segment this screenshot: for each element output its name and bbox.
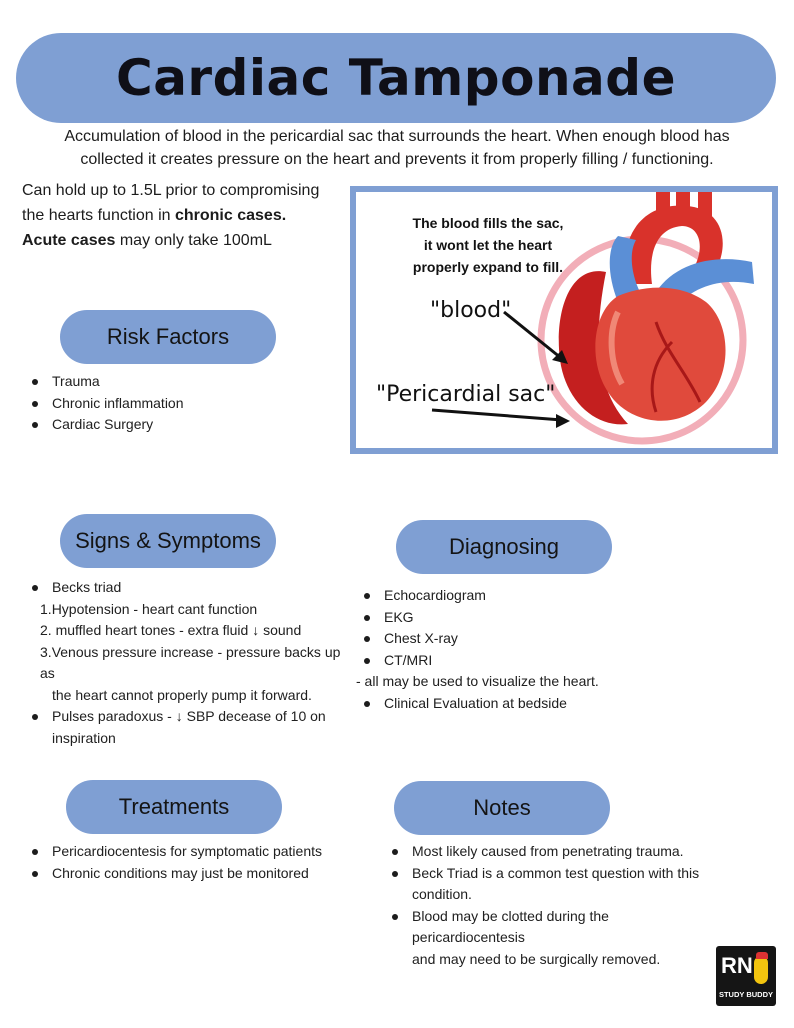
list-item: Chronic inflammation — [24, 393, 324, 415]
list-item: Becks triad — [24, 577, 354, 599]
list-item — [24, 620, 354, 642]
rn-study-buddy-logo — [716, 946, 776, 1006]
item-number: 1. — [40, 600, 52, 617]
list-item-continuation: condition. — [412, 886, 472, 902]
heart-illustration-panel — [350, 186, 778, 454]
item-text: Venous pressure increase - pressure backs up as — [40, 643, 341, 681]
notes-heading: Notes — [394, 781, 610, 835]
buddy-mascot-icon — [754, 956, 768, 984]
logo-rn-text: RN — [721, 953, 753, 978]
mascot-cap-icon — [756, 952, 768, 959]
diagnosing-list — [356, 585, 656, 714]
pointer-arrow — [504, 312, 561, 358]
risk-factors-heading: Risk Factors — [60, 310, 276, 364]
signs-symptoms-heading: Signs & Symptoms — [60, 514, 276, 568]
figure-caption — [398, 212, 578, 278]
aortic-branch — [698, 192, 712, 218]
list-item: Chronic conditions may just be monitored — [24, 863, 354, 885]
diagnosing-heading: Diagnosing — [396, 520, 612, 574]
capacity-line — [22, 203, 352, 228]
pointer-arrow — [432, 410, 562, 420]
list-item: Clinical Evaluation at bedside — [356, 693, 656, 715]
risk-factors-list — [24, 371, 324, 436]
list-item: Echocardiogram — [356, 585, 656, 607]
list-item: Blood may be clotted during the pericardiocentesis — [384, 906, 724, 949]
list-item: Trauma — [24, 371, 324, 393]
list-item — [24, 599, 354, 621]
list-item: CT/MRI — [356, 650, 656, 672]
capacity-line: Can hold up to 1.5L prior to compromising — [22, 182, 320, 199]
intro-line: collected it creates pressure on the heart and prevents it from properly filling / functioning. — [80, 151, 714, 168]
figure-caption-line: properly expand to fill. — [412, 259, 564, 275]
list-item-continuation: inspiration — [52, 729, 116, 746]
logo-subtitle: STUDY BUDDY — [718, 990, 774, 999]
list-item: Cardiac Surgery — [24, 414, 324, 436]
list-item-continuation: the heart cannot properly pump it forward. — [52, 686, 312, 703]
page-title: Cardiac Tamponade — [116, 49, 676, 107]
list-item: EKG — [356, 607, 656, 629]
pericardial-sac-label: "Pericardial sac" — [376, 382, 556, 407]
capacity-bold: Acute cases — [22, 232, 116, 249]
list-item: Most likely caused from penetrating trauma. — [384, 841, 724, 863]
treatments-heading: Treatments — [66, 780, 282, 834]
pointer-arrowhead — [556, 414, 570, 428]
list-item: Pericardiocentesis for symptomatic patients — [24, 841, 354, 863]
list-item: Pulses paradoxus - ↓ SBP decease of 10 on — [24, 706, 354, 728]
item-number: 2. — [40, 622, 52, 638]
list-item — [24, 642, 354, 685]
intro-paragraph — [22, 125, 772, 171]
list-item-continuation: and may need to be surgically removed. — [412, 950, 661, 967]
treatments-list — [24, 841, 354, 884]
aortic-branch — [676, 192, 690, 214]
list-item: Chest X-ray — [356, 628, 656, 650]
intro-line: Accumulation of blood in the pericardial sac that surrounds the heart. When enough blood has — [64, 128, 730, 145]
capacity-text-span: the hearts function in — [22, 207, 175, 224]
blood-label: "blood" — [430, 298, 512, 323]
item-number: 3. — [40, 643, 52, 660]
item-text: Hypotension - heart cant function — [51, 600, 258, 617]
notes-list — [384, 841, 724, 970]
title-banner — [16, 33, 776, 123]
item-text: muffled heart tones - extra fluid ↓ sound — [55, 622, 302, 638]
list-item: Beck Triad is a common test question with this — [384, 863, 724, 885]
aortic-branch — [656, 192, 670, 218]
signs-symptoms-list — [24, 577, 354, 749]
figure-caption-line: The blood fills the sac, — [412, 215, 564, 231]
capacity-bold: chronic cases. — [174, 207, 287, 224]
capacity-text-span: may only take 100mL — [115, 232, 272, 249]
list-note: - all may be used to visualize the heart. — [356, 673, 599, 689]
figure-caption-line: it wont let the heart — [423, 237, 553, 253]
capacity-text — [22, 178, 352, 253]
capacity-line — [22, 228, 352, 253]
